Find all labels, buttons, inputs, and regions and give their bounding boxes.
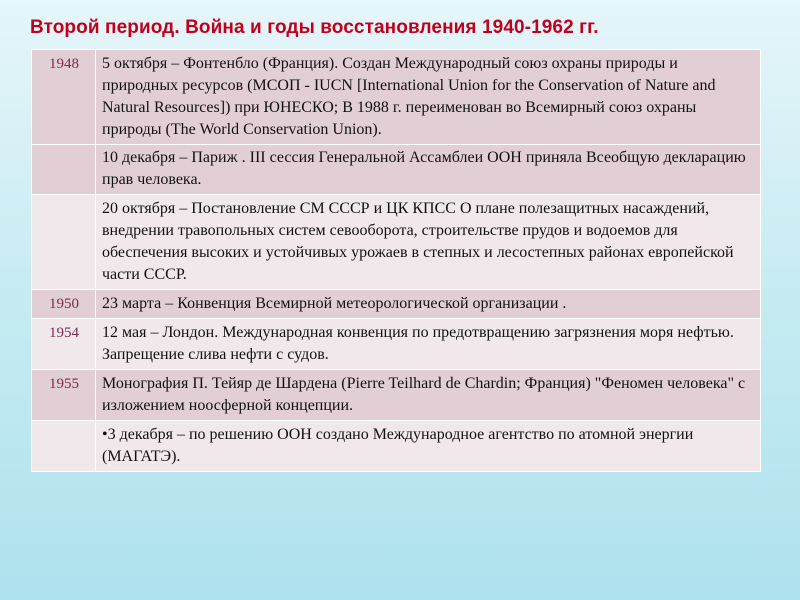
page-title: Второй период. Война и годы восстановления 1940-1962 гг.	[30, 17, 599, 38]
table-row	[32, 145, 761, 195]
event-cell: •3 декабря – по решению ООН создано Международное агентство по атомной энергии (МАГАТЭ).	[96, 421, 761, 472]
year-cell	[32, 195, 96, 290]
event-cell: 5 октября – Фонтенбло (Франция). Создан Международный союз охраны природы и природных ресурсов (МСОП - IUCN [International Union for the Conservation of Nature and Natural Resources]) при ЮНЕСКО; В 1988 г. переименован во Всемирный союз охраны природы (The World Conservation Union).	[96, 50, 761, 145]
year-cell: 1954	[32, 319, 96, 370]
year-cell	[32, 145, 96, 195]
table-row	[32, 319, 761, 370]
table-row	[32, 421, 761, 472]
chronology-table	[31, 49, 761, 472]
table-row	[32, 195, 761, 290]
event-cell: 12 мая – Лондон. Международная конвенция по предотвращению загрязнения моря нефтью. Запрещение слива нефти с судов.	[96, 319, 761, 370]
event-cell: 23 марта – Конвенция Всемирной метеорологической организации .	[96, 290, 761, 319]
table-row	[32, 50, 761, 145]
event-cell: 10 декабря – Париж . III сессия Генеральной Ассамблеи ООН приняла Всеобщую декларацию прав человека.	[96, 145, 761, 195]
year-cell	[32, 421, 96, 472]
event-cell: Монография П. Тейяр де Шардена (Pierre Teilhard de Chardin; Франция) "Феномен человека" с изложением ноосферной концепции.	[96, 370, 761, 421]
event-cell: 20 октября – Постановление СМ СССР и ЦК КПСС О плане полезащитных насаждений, внедрении травопольных систем севооборота, строительстве прудов и водоемов для обеспечения высоких и устойчивых урожаев в степных и лесостепных районах европейской части СССР.	[96, 195, 761, 290]
table-row	[32, 290, 761, 319]
year-cell: 1950	[32, 290, 96, 319]
year-cell: 1955	[32, 370, 96, 421]
year-cell: 1948	[32, 50, 96, 145]
table-row	[32, 370, 761, 421]
